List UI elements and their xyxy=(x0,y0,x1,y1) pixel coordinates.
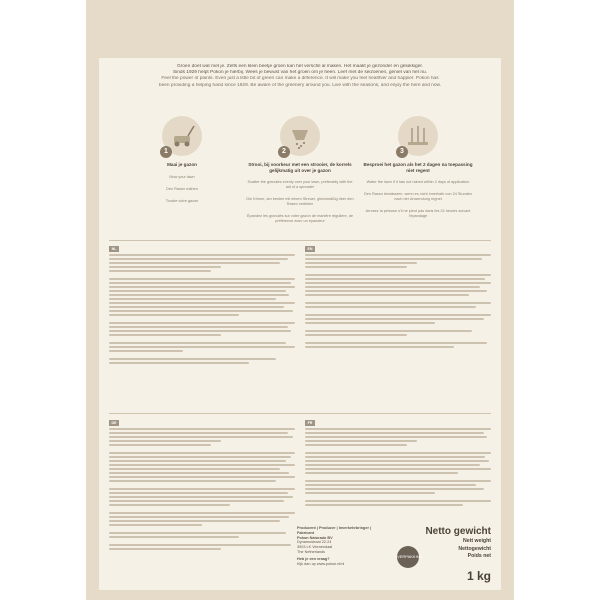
step-2 xyxy=(245,116,355,224)
step-2-title: Strooi, bij voorkeur met een strooier, de korrels gelijkmatig uit over je gazon xyxy=(248,162,352,173)
step-1-de: Den Rasen mähen xyxy=(166,186,198,191)
step-1 xyxy=(127,116,237,204)
recycling-label: VERPAKKING xyxy=(397,554,423,559)
producer-city: 3903 LK Veenendaal xyxy=(297,545,333,550)
net-weight-de: Nettogewicht xyxy=(458,545,491,552)
mower-icon xyxy=(162,116,202,156)
intro-en-line-1: Feel the power of plants. Even just a little bit of green can make a difference. It will make you feel healthier and happier. Pokon has xyxy=(161,76,439,82)
intro-text xyxy=(99,64,501,89)
divider-top xyxy=(109,240,491,241)
nl-flag-icon xyxy=(109,246,119,252)
de-language-code: DE xyxy=(111,421,117,425)
package-back xyxy=(86,0,514,600)
en-language-code: EN xyxy=(307,247,313,251)
step-1-fr: Tondre votre gazon xyxy=(165,198,199,203)
spreader-icon xyxy=(280,116,320,156)
step-2-de: Die Körner, am besten mit einem Streuer, gleichmäßig über den Rasen verteilen xyxy=(246,197,354,207)
step-3-title: Besproei het gazon als het 2 dagen na toepassing niet regent xyxy=(363,162,473,173)
step-2-en: Scatter the granules evenly over your lawn, preferably with the aid of a spreader xyxy=(247,180,353,190)
producer-question: Heb je een vraag? xyxy=(297,556,330,561)
producer-info xyxy=(297,526,387,566)
producer-street: Dynamostraat 22-24 xyxy=(297,540,332,545)
net-weight-block xyxy=(421,526,491,583)
net-weight-amount: 1 kg xyxy=(466,568,491,583)
net-weight-fr: Poids net xyxy=(467,553,491,559)
fr-language-code: FR xyxy=(307,421,313,425)
net-weight-en: Nett weight xyxy=(463,538,491,544)
step-3-fr: Arrosez la pelouse s'il ne pleut pas dans les 24 heures suivant l'épandage xyxy=(365,209,471,219)
step-1-title: Maai je gazon xyxy=(167,162,197,167)
step-1-number: 1 xyxy=(160,146,172,158)
producer-country: The Netherlands xyxy=(297,549,326,554)
divider-middle xyxy=(109,413,491,414)
section-en xyxy=(305,246,491,350)
step-3-de: Den Rasen bewässern, wenn es nicht innerhalb von 24 Stunden nach der Anwendung regnet xyxy=(363,192,473,202)
producer-company: Pokon Naturado BV xyxy=(297,535,333,540)
watering-icon xyxy=(398,116,438,156)
intro-nl-line-2: Sinds 1929 helpt Pokon je hierbij. Wees je bewust van het groen om je heen. Leef met de seizoenen, geniet van het nu. xyxy=(172,70,428,76)
producer-heading: Producent | Producer | Inverkehrbringer | Fabricant xyxy=(297,526,372,535)
nl-language-code: NL xyxy=(111,247,117,251)
section-de xyxy=(109,420,295,552)
step-2-fr: Épandez les granulés sur votre gazon de manière régulière, de préférence avec un épandeur xyxy=(247,214,353,224)
step-2-number: 2 xyxy=(278,146,290,158)
recycling-icon xyxy=(397,546,423,568)
intro-en-line-2: been providing a helping hand since 1929. Be aware of the greenery around you. Live with the seasons, and enjoy the here and now. xyxy=(158,82,442,88)
fr-flag-icon xyxy=(305,420,315,426)
intro-nl-line-1: Groen doet wat met je. Zelfs een klein beetje groen kan het verschil al maken. Het maakt je gezonder en gelukkiger. xyxy=(176,64,424,69)
step-3 xyxy=(363,116,473,219)
en-flag-icon xyxy=(305,246,315,252)
section-nl xyxy=(109,246,295,366)
step-1-en: Mow your lawn xyxy=(169,174,195,179)
section-fr xyxy=(305,420,491,508)
step-3-en: Water the lawn if it has not rained within 2 days of application xyxy=(366,180,470,185)
step-3-number: 3 xyxy=(396,146,408,158)
de-flag-icon xyxy=(109,420,119,426)
producer-website: Kijk dan op www.pokon.nl/nl xyxy=(297,561,345,566)
producer-box xyxy=(297,526,491,584)
net-weight-nl: Netto gewicht xyxy=(425,526,491,537)
label-panel xyxy=(99,58,501,590)
instruction-steps xyxy=(109,116,491,236)
